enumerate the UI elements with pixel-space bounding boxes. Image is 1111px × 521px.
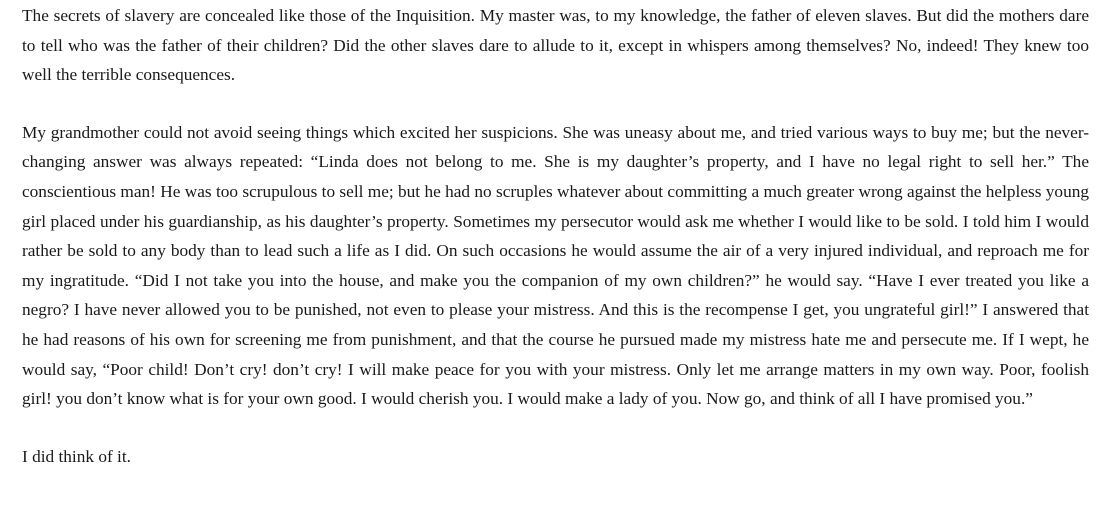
paragraph-did-think-of-it: I did think of it. [22, 446, 131, 466]
paragraph-grandmother-suspicions: My grandmother could not avoid seeing things which excited her suspicions. She was uneasy about me, and tried various ways to buy me; but the never-changing answer was always repeated: “Linda does not belong to me. She is my daughter’s property, and I have no legal right to sell her.” The conscientious man! He was too scrupulous to sell me; but he had no scruples whatever about committing a much greater wrong against the helpless young girl placed under his guardianship, as his daughter’s property. Sometimes my persecutor would ask me whether I would like to be sold. I told him I would rather be sold to any body than to lead such a life as I did. On such occasions he would assume the air of a very injured individual, and reproach me for my ingratitude. “Did I not take you into the house, and make you the companion of my own children?” he would say. “Have I ever treated you like a negro? I have never allowed you to be punished, not even to please your mistress. And this is the recompense I get, you ungrateful girl!” I answered that he had reasons of his own for screening me from punishment, and that the course he pursued made my mistress hate me and persecute me. If I wept, he would say, “Poor child! Don’t cry! don’t cry! I will make peace for you with your mistress. Only let me arrange matters in my own way. Poor, foolish girl! you don’t know what is for your own good. I would cherish you. I would make a lady of you. Now go, and think of all I have promised you.” [22, 122, 1089, 409]
paragraph-secrets-of-slavery: The secrets of slavery are concealed like those of the Inquisition. My master was, to my knowledge, the father of eleven slaves. But did the mothers dare to tell who was the father of their children? Did the other slaves dare to allude to it, except in whispers among themselves? No, indeed! They knew too well the terrible consequences. [22, 6, 1089, 85]
